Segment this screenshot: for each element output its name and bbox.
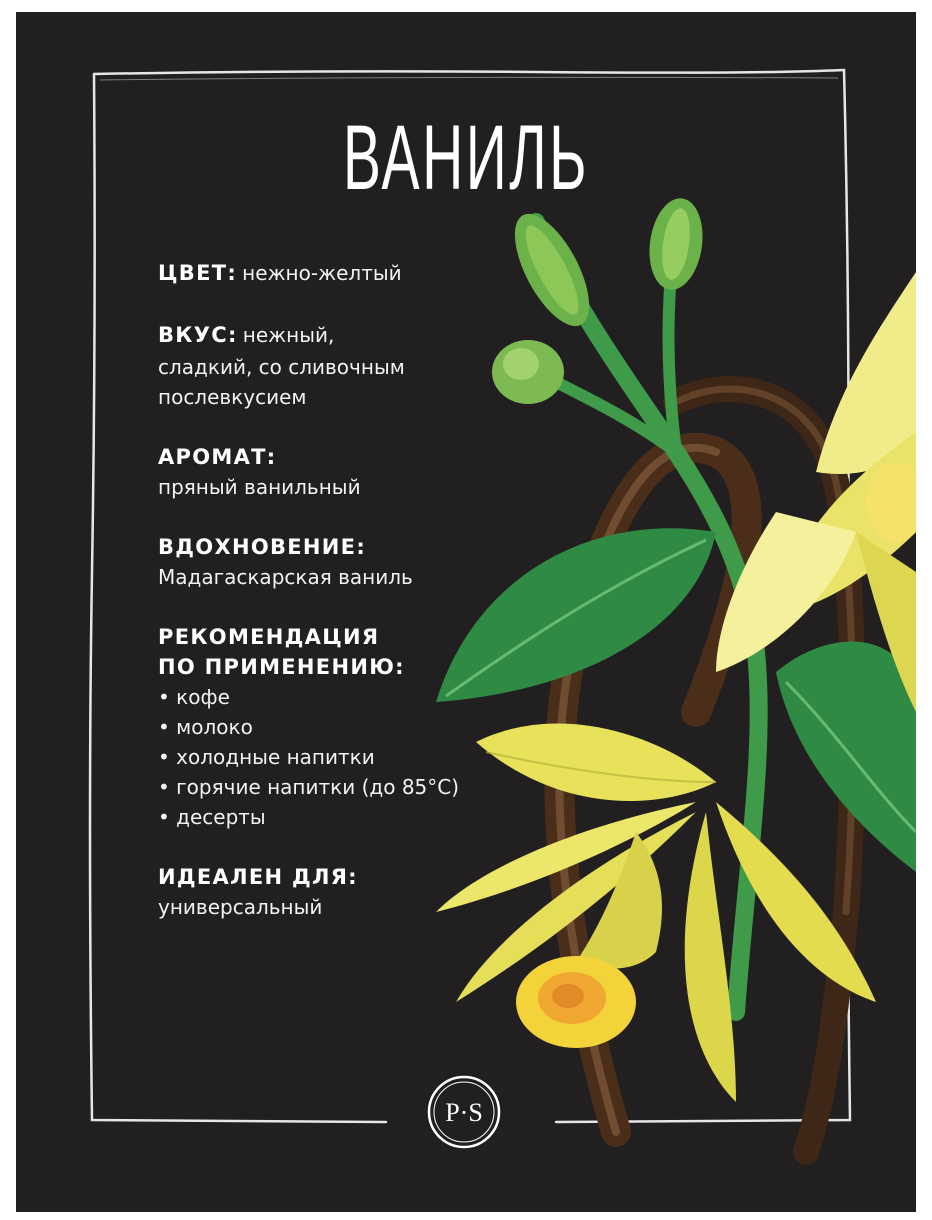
product-details bbox=[158, 258, 459, 922]
taste-section bbox=[158, 320, 459, 412]
usage-label-line2: ПО ПРИМЕНЕНИЮ: bbox=[158, 655, 405, 679]
inspiration-value: Мадагаскарская ваниль bbox=[158, 565, 413, 589]
taste-label: ВКУС: bbox=[158, 323, 238, 347]
taste-value-line2: сладкий, со сливочным bbox=[158, 355, 405, 379]
inspiration-label: ВДОХНОВЕНИЕ: bbox=[158, 535, 367, 559]
usage-item: • молоко bbox=[158, 715, 253, 739]
usage-item: • кофе bbox=[158, 685, 230, 709]
color-section bbox=[158, 258, 459, 290]
vanilla-flower-illustration bbox=[16, 12, 916, 1212]
color-value: нежно-желтый bbox=[242, 261, 402, 285]
taste-value-line3: послевкусием bbox=[158, 385, 307, 409]
usage-section bbox=[158, 622, 459, 832]
aroma-value: пряный ванильный bbox=[158, 475, 361, 499]
ideal-section bbox=[158, 862, 459, 922]
brand-logo-text: P·S bbox=[445, 1098, 483, 1127]
usage-item: • холодные напитки bbox=[158, 745, 375, 769]
usage-item: • десерты bbox=[158, 805, 266, 829]
product-title: ВАНИЛЬ bbox=[342, 107, 590, 209]
aroma-label: АРОМАТ: bbox=[158, 445, 277, 469]
usage-label-line1: РЕКОМЕНДАЦИЯ bbox=[158, 625, 380, 649]
ideal-label: ИДЕАЛЕН ДЛЯ: bbox=[158, 865, 358, 889]
brand-logo bbox=[426, 1074, 502, 1150]
ideal-value: универсальный bbox=[158, 895, 323, 919]
product-card bbox=[16, 12, 916, 1212]
inspiration-section bbox=[158, 532, 459, 592]
aroma-section bbox=[158, 442, 459, 502]
usage-item: • горячие напитки (до 85°C) bbox=[158, 775, 460, 799]
color-label: ЦВЕТ: bbox=[158, 261, 238, 285]
taste-value-line1: нежный, bbox=[242, 323, 335, 347]
